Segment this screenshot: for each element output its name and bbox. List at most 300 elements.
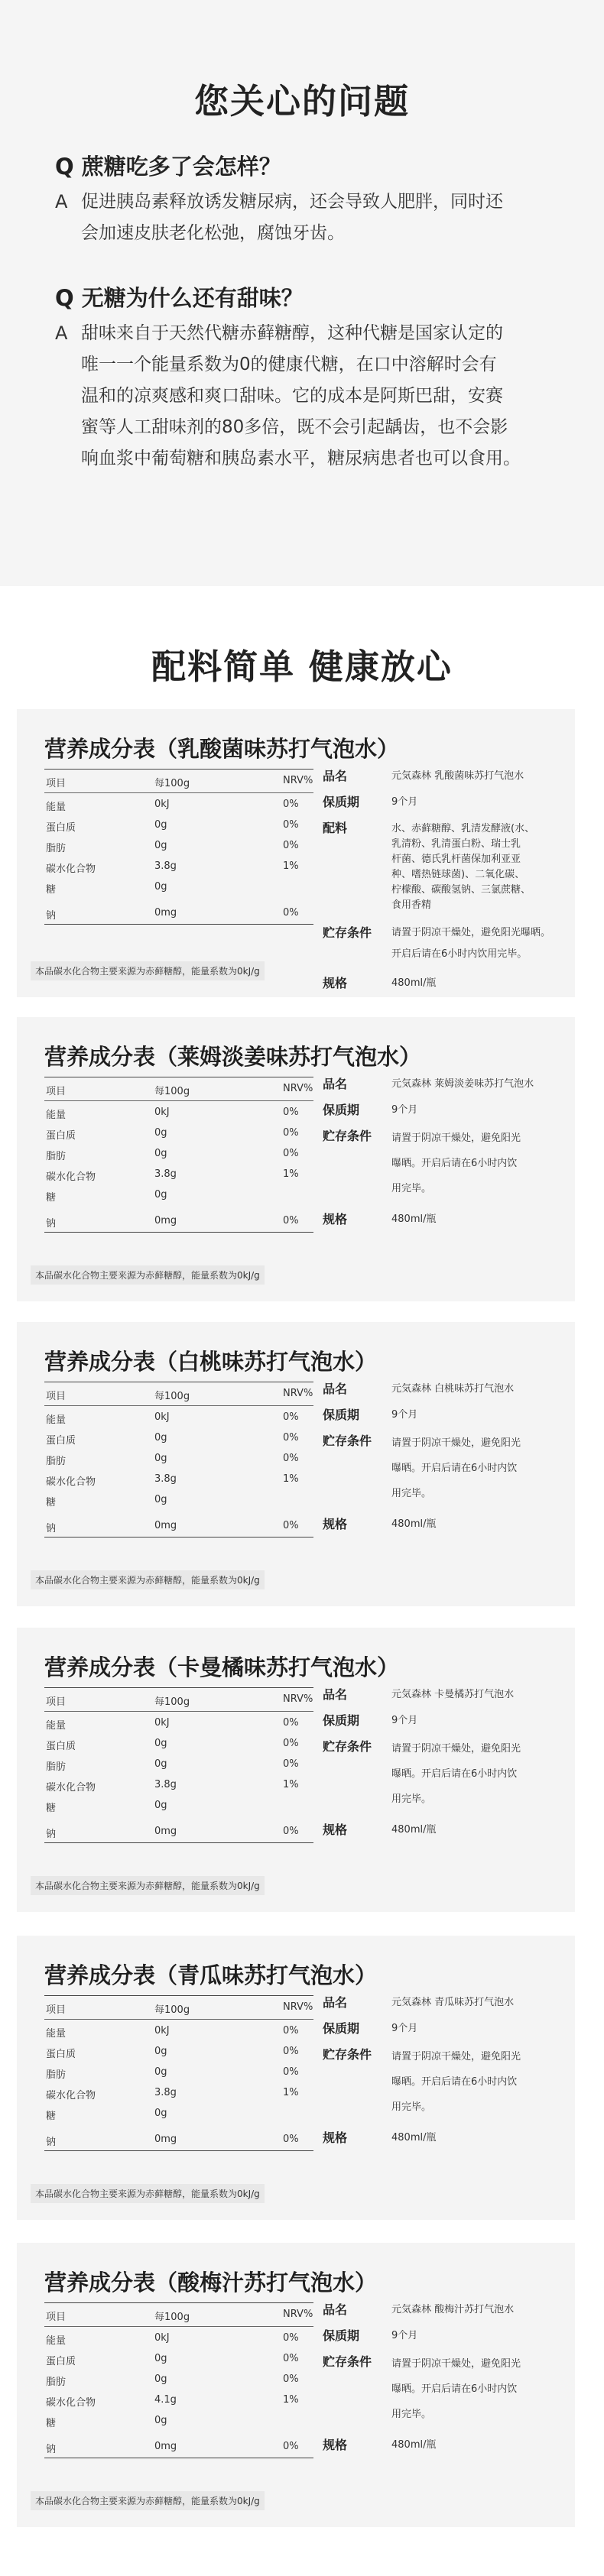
- table-row: [44, 1774, 313, 1794]
- info-label: 保质期: [323, 2021, 360, 2036]
- table-cell: 0kJ: [154, 2025, 170, 2036]
- info-value: 水、赤藓糖醇、乳清发酵液(水、: [391, 823, 535, 834]
- table-row: [44, 834, 313, 855]
- section-title: 配料简单 健康放心: [151, 646, 453, 687]
- info-value: 请置于阴凉干燥处，避免阳光: [391, 1437, 521, 1449]
- table-cell: 脂肪: [46, 2069, 67, 2081]
- info-value: 480ml/瓶: [391, 2132, 437, 2143]
- table-cell: 钠: [46, 2444, 57, 2455]
- table-row: [44, 1447, 313, 1468]
- answer-line: 促进胰岛素释放诱发糖尿病，还会导致人肥胖，同时还: [81, 192, 503, 212]
- table-cell: 4.1g: [154, 2394, 177, 2406]
- table-cell: 糖: [46, 1497, 57, 1508]
- table-row: [44, 2327, 313, 2348]
- info-value: 9个月: [391, 1104, 418, 1116]
- info-value: 9个月: [391, 2023, 418, 2034]
- info-label: 规格: [323, 2130, 348, 2145]
- table-header-cell: NRV%: [283, 1083, 313, 1094]
- info-value: 请置于阴凉干燥处，避免阳光: [391, 2051, 521, 2062]
- nutrition-card: [17, 709, 575, 997]
- info-label: 贮存条件: [323, 2047, 372, 2062]
- product-info: [323, 766, 567, 999]
- info-value: 元気森林 青瓜味苏打气泡水: [391, 1997, 515, 2008]
- table-header-cell: 项目: [46, 1391, 67, 1402]
- table-cell: 0mg: [154, 2441, 177, 2452]
- table-cell: 3.8g: [154, 1779, 177, 1790]
- table-row: [44, 2102, 313, 2123]
- table-cell: 能量: [46, 1110, 67, 1121]
- table-row: [44, 876, 313, 896]
- table-cell: 0g: [154, 1432, 167, 1444]
- info-value: 请置于阴凉干燥处，避免阳光: [391, 2358, 521, 2370]
- table-cell: 0mg: [154, 1520, 177, 1531]
- table-cell: 1%: [283, 1473, 299, 1485]
- table-cell: 脂肪: [46, 2377, 67, 2388]
- table-cell: 0%: [283, 1432, 299, 1444]
- table-header-cell: 项目: [46, 778, 67, 789]
- table-cell: 0%: [283, 2441, 299, 2452]
- table-cell: 蛋白质: [46, 822, 76, 834]
- info-label: 配料: [323, 821, 348, 835]
- table-header-cell: 每100g: [154, 1696, 190, 1708]
- table-row: [44, 1489, 313, 1509]
- table-header-cell: 项目: [46, 2312, 67, 2323]
- table-header-cell: NRV%: [283, 2001, 313, 2013]
- table-cell: 1%: [283, 2394, 299, 2406]
- table-row: [44, 2061, 313, 2082]
- table-header-cell: NRV%: [283, 1693, 313, 1705]
- answer-line: 响血浆中葡萄糖和胰岛素水平，糖尿病患者也可以食用。: [81, 449, 521, 468]
- info-row: [323, 2018, 567, 2040]
- table-cell: 0%: [283, 2332, 299, 2344]
- table-header-row: [44, 1382, 313, 1406]
- table-header-cell: NRV%: [283, 1388, 313, 1399]
- nutrition-table: [44, 1687, 313, 1843]
- table-cell: 0%: [283, 1758, 299, 1770]
- info-label: 保质期: [323, 1713, 360, 1728]
- info-label: 规格: [323, 976, 348, 990]
- table-cell: 0g: [154, 1494, 167, 1505]
- table-cell: 0%: [283, 1148, 299, 1159]
- faq-answer: [55, 318, 560, 475]
- info-row: [323, 1405, 567, 1426]
- info-row: [323, 1431, 567, 1506]
- table-cell: 能量: [46, 2028, 67, 2040]
- table-row: [44, 1468, 313, 1489]
- info-label: 保质期: [323, 795, 360, 809]
- info-row: [323, 2351, 567, 2427]
- nutrition-table: [44, 2302, 313, 2458]
- table-header-row: [44, 770, 313, 793]
- answer-mark: A: [55, 322, 68, 344]
- info-value: 请置于阴凉干燥处，避免阳光曝晒。: [391, 927, 551, 938]
- table-header-row: [44, 1688, 313, 1712]
- table-cell: 0g: [154, 819, 167, 831]
- info-value: 9个月: [391, 2330, 418, 2341]
- table-cell: 0kJ: [154, 1717, 170, 1729]
- table-cell: 0kJ: [154, 799, 170, 810]
- table-cell: 碳水化合物: [46, 1782, 96, 1793]
- info-value: 曝晒。开启后请在6小时内饮: [391, 1463, 518, 1474]
- table-row: [44, 1122, 313, 1142]
- info-label: 品名: [323, 1687, 348, 1702]
- product-info: [323, 1379, 567, 1540]
- table-row: [44, 1427, 313, 1447]
- table-row: [44, 1163, 313, 1184]
- table-cell: 0g: [154, 1738, 167, 1749]
- table-row: [44, 1815, 313, 1842]
- table-row: [44, 2389, 313, 2409]
- faq-section: [0, 0, 604, 586]
- answer-line: 蜜等人工甜味剂的80多倍，既不会引起龋齿，也不会影: [81, 417, 508, 437]
- table-cell: 0kJ: [154, 1411, 170, 1423]
- table-cell: 0%: [283, 1127, 299, 1139]
- info-value: 曝晒。开启后请在6小时内饮: [391, 2383, 518, 2395]
- table-header-cell: NRV%: [283, 2309, 313, 2320]
- table-cell: 1%: [283, 1779, 299, 1790]
- info-row: [323, 2435, 567, 2456]
- table-row: [44, 1509, 313, 1537]
- table-row: [44, 2123, 313, 2150]
- table-cell: 碳水化合物: [46, 1476, 96, 1488]
- info-value: 用完毕。: [391, 2409, 432, 2420]
- table-cell: 0mg: [154, 1826, 177, 1837]
- table-cell: 蛋白质: [46, 2356, 76, 2367]
- table-cell: 0g: [154, 1800, 167, 1811]
- table-cell: 0g: [154, 1758, 167, 1770]
- info-label: 贮存条件: [323, 1739, 372, 1754]
- product-info: [323, 2299, 567, 2461]
- table-row: [44, 896, 313, 924]
- table-cell: 0g: [154, 840, 167, 851]
- table-row: [44, 2020, 313, 2040]
- footnote: 本品碳水化合物主要来源为赤藓糖醇，能量系数为0kJ/g: [31, 1265, 265, 1285]
- info-value: 用完毕。: [391, 1488, 432, 1499]
- table-row: [44, 1732, 313, 1753]
- table-header-cell: 每100g: [154, 2004, 190, 2016]
- footnote: 本品碳水化合物主要来源为赤藓糖醇，能量系数为0kJ/g: [31, 2491, 265, 2510]
- card-title: 营养成分表（乳酸菌味苏打气泡水）: [44, 736, 400, 762]
- table-cell: 蛋白质: [46, 1130, 76, 1142]
- info-row: [323, 792, 567, 813]
- table-cell: 脂肪: [46, 1456, 67, 1467]
- info-label: 品名: [323, 1077, 348, 1091]
- info-value: 元気森林 乳酸菌味苏打气泡水: [391, 770, 524, 782]
- table-cell: 钠: [46, 1829, 57, 1840]
- table-cell: 脂肪: [46, 1151, 67, 1162]
- table-header-row: [44, 1996, 313, 2020]
- footnote: 本品碳水化合物主要来源为赤藓糖醇，能量系数为0kJ/g: [31, 1876, 265, 1895]
- table-cell: 脂肪: [46, 843, 67, 854]
- table-cell: 0%: [283, 2046, 299, 2057]
- info-row: [323, 1514, 567, 1535]
- table-cell: 0g: [154, 2046, 167, 2057]
- table-cell: 钠: [46, 1218, 57, 1230]
- footnote: 本品碳水化合物主要来源为赤藓糖醇，能量系数为0kJ/g: [31, 961, 265, 980]
- table-row: [44, 1712, 313, 1732]
- table-cell: 脂肪: [46, 1761, 67, 1773]
- info-value: 开启后请在6小时内饮用完毕。: [391, 948, 528, 960]
- info-value: 柠檬酸、碳酸氢钠、三氯蔗糖、: [391, 884, 531, 896]
- info-value: 曝晒。开启后请在6小时内饮: [391, 1768, 518, 1780]
- table-cell: 1%: [283, 2087, 299, 2098]
- table-header-cell: 每100g: [154, 2312, 190, 2323]
- table-header-row: [44, 2303, 313, 2327]
- table-cell: 0g: [154, 2108, 167, 2119]
- table-cell: 碳水化合物: [46, 1171, 96, 1183]
- info-label: 保质期: [323, 1408, 360, 1422]
- nutrition-table: [44, 1995, 313, 2151]
- info-row: [323, 2044, 567, 2120]
- info-value: 元気森林 白桃味苏打气泡水: [391, 1383, 515, 1395]
- card-title: 营养成分表（卡曼橘味苏打气泡水）: [44, 1654, 400, 1680]
- footnote: 本品碳水化合物主要来源为赤藓糖醇，能量系数为0kJ/g: [31, 1570, 265, 1589]
- info-row: [323, 1736, 567, 1812]
- info-value: 元気森林 莱姆淡姜味苏打气泡水: [391, 1078, 534, 1090]
- table-cell: 0g: [154, 881, 167, 893]
- table-row: [44, 1101, 313, 1122]
- table-cell: 1%: [283, 860, 299, 872]
- table-header-cell: NRV%: [283, 775, 313, 786]
- table-cell: 0g: [154, 1127, 167, 1139]
- table-cell: 0mg: [154, 907, 177, 919]
- table-cell: 钠: [46, 910, 57, 922]
- table-cell: 0g: [154, 2373, 167, 2385]
- table-cell: 0g: [154, 2066, 167, 2078]
- table-cell: 碳水化合物: [46, 2397, 96, 2409]
- table-row: [44, 1142, 313, 1163]
- info-value: 用完毕。: [391, 1793, 432, 1805]
- info-row: [323, 766, 567, 787]
- card-title: 营养成分表（白桃味苏打气泡水）: [44, 1349, 378, 1375]
- info-value: 480ml/瓶: [391, 977, 437, 989]
- table-header-cell: 每100g: [154, 778, 190, 789]
- table-row: [44, 2040, 313, 2061]
- table-cell: 0g: [154, 2415, 167, 2426]
- info-value: 曝晒。开启后请在6小时内饮: [391, 2076, 518, 2088]
- table-row: [44, 2082, 313, 2102]
- info-row: [323, 1379, 567, 1400]
- info-row: [323, 1710, 567, 1732]
- table-cell: 蛋白质: [46, 2049, 76, 2060]
- table-cell: 0%: [283, 840, 299, 851]
- table-cell: 糖: [46, 1803, 57, 1814]
- info-value: 杆菌、德氏乳杆菌保加利亚亚: [391, 854, 521, 865]
- table-cell: 0g: [154, 1189, 167, 1201]
- nutrition-table: [44, 769, 313, 925]
- nutrition-card: [17, 2243, 575, 2527]
- table-cell: 0%: [283, 2353, 299, 2364]
- table-cell: 碳水化合物: [46, 2090, 96, 2101]
- table-header-cell: 项目: [46, 1696, 67, 1708]
- info-row: [323, 2127, 567, 2149]
- table-cell: 0%: [283, 907, 299, 919]
- table-row: [44, 1184, 313, 1204]
- table-cell: 蛋白质: [46, 1435, 76, 1447]
- table-cell: 0g: [154, 1148, 167, 1159]
- info-label: 品名: [323, 769, 348, 783]
- info-label: 贮存条件: [323, 925, 372, 940]
- faq-item: [55, 151, 560, 249]
- faq-answer: [55, 186, 560, 249]
- info-label: 贮存条件: [323, 1434, 372, 1448]
- info-label: 规格: [323, 1517, 348, 1531]
- table-header-cell: 项目: [46, 1086, 67, 1097]
- info-row: [323, 1209, 567, 1230]
- table-header-row: [44, 1077, 313, 1101]
- info-label: 规格: [323, 1823, 348, 1837]
- table-cell: 0%: [283, 1738, 299, 1749]
- info-label: 保质期: [323, 2328, 360, 2343]
- answer-line: 会加速皮肤老化松弛，腐蚀牙齿。: [81, 223, 345, 243]
- table-cell: 0%: [283, 1826, 299, 1837]
- faq-item: [55, 283, 560, 475]
- nutrition-card: [17, 1628, 575, 1912]
- info-value: 曝晒。开启后请在6小时内饮: [391, 1158, 518, 1169]
- faq-question: Q 蔗糖吃多了会怎样？: [55, 154, 281, 180]
- table-cell: 3.8g: [154, 2087, 177, 2098]
- info-label: 品名: [323, 2302, 348, 2317]
- nutrition-card: [17, 1936, 575, 2220]
- faq-question: Q 无糖为什么还有甜味？: [55, 285, 304, 311]
- info-value: 480ml/瓶: [391, 1213, 437, 1225]
- info-value: 480ml/瓶: [391, 1518, 437, 1530]
- info-label: 品名: [323, 1382, 348, 1396]
- info-value: 元気森林 卡曼橘苏打气泡水: [391, 1689, 515, 1700]
- footnote: 本品碳水化合物主要来源为赤藓糖醇，能量系数为0kJ/g: [31, 2184, 265, 2203]
- product-info: [323, 1684, 567, 1845]
- info-value: 480ml/瓶: [391, 1824, 437, 1836]
- table-cell: 能量: [46, 1720, 67, 1732]
- table-row: [44, 1753, 313, 1774]
- table-header-cell: 项目: [46, 2004, 67, 2016]
- table-cell: 能量: [46, 1414, 67, 1426]
- table-cell: 糖: [46, 2111, 57, 2122]
- table-cell: 0%: [283, 799, 299, 810]
- info-value: 元気森林 酸梅汁苏打气泡水: [391, 2304, 515, 2315]
- info-row: [323, 2299, 567, 2321]
- info-row: [323, 1100, 567, 1121]
- info-label: 规格: [323, 2438, 348, 2452]
- faq-title: 您关心的问题: [193, 81, 410, 122]
- card-title: 营养成分表（青瓜味苏打气泡水）: [44, 1962, 378, 1988]
- table-cell: 0g: [154, 1453, 167, 1464]
- table-row: [44, 1406, 313, 1427]
- info-value: 用完毕。: [391, 1183, 432, 1194]
- nutrition-card: [17, 1322, 575, 1606]
- table-cell: 0%: [283, 2373, 299, 2385]
- table-cell: 糖: [46, 884, 57, 896]
- nutrition-card: [17, 1017, 575, 1301]
- info-value: 9个月: [391, 1715, 418, 1726]
- table-cell: 0mg: [154, 2134, 177, 2145]
- card-title: 营养成分表（莱姆淡姜味苏打气泡水）: [44, 1044, 422, 1070]
- nutrition-table: [44, 1077, 313, 1233]
- table-cell: 糖: [46, 1192, 57, 1204]
- table-cell: 0kJ: [154, 1107, 170, 1118]
- answer-line: 温和的凉爽感和爽口甜味。它的成本是阿斯巴甜，安赛: [81, 386, 503, 406]
- table-cell: 3.8g: [154, 1473, 177, 1485]
- info-row: [323, 1074, 567, 1095]
- table-row: [44, 814, 313, 834]
- answer-line: 唯一一个能量系数为0的健康代糖，在口中溶解时会有: [81, 355, 497, 374]
- table-row: [44, 855, 313, 876]
- answer-mark: A: [55, 191, 68, 212]
- info-value: 种、嗜热链球菌)、二氧化碳、: [391, 869, 525, 880]
- table-cell: 0mg: [154, 1215, 177, 1226]
- table-cell: 0%: [283, 1411, 299, 1423]
- info-row: [323, 818, 567, 913]
- table-row: [44, 2409, 313, 2430]
- info-value: 用完毕。: [391, 2101, 432, 2113]
- table-row: [44, 2348, 313, 2368]
- product-info: [323, 1074, 567, 1235]
- table-header-cell: 每100g: [154, 1086, 190, 1097]
- table-cell: 0%: [283, 2025, 299, 2036]
- table-header-cell: 每100g: [154, 1391, 190, 1402]
- table-cell: 0%: [283, 2134, 299, 2145]
- table-cell: 3.8g: [154, 1168, 177, 1180]
- product-info: [323, 1992, 567, 2153]
- info-label: 规格: [323, 1212, 348, 1226]
- info-value: 480ml/瓶: [391, 2439, 437, 2451]
- info-value: 请置于阴凉干燥处，避免阳光: [391, 1743, 521, 1755]
- info-value: 9个月: [391, 1409, 418, 1421]
- answer-line: 甜味来自于天然代糖赤藓糖醇，这种代糖是国家认定的: [81, 323, 503, 343]
- table-cell: 0%: [283, 1107, 299, 1118]
- table-cell: 3.8g: [154, 860, 177, 872]
- info-row: [323, 1684, 567, 1706]
- info-label: 品名: [323, 1995, 348, 2010]
- table-cell: 蛋白质: [46, 1741, 76, 1752]
- info-value: 9个月: [391, 796, 418, 808]
- info-label: 保质期: [323, 1103, 360, 1117]
- table-cell: 0kJ: [154, 2332, 170, 2344]
- table-cell: 0%: [283, 1717, 299, 1729]
- table-cell: 碳水化合物: [46, 864, 96, 875]
- info-row: [323, 922, 567, 965]
- info-value: 请置于阴凉干燥处，避免阳光: [391, 1132, 521, 1144]
- table-row: [44, 2430, 313, 2458]
- info-row: [323, 1992, 567, 2014]
- table-cell: 1%: [283, 1168, 299, 1180]
- table-row: [44, 1794, 313, 1815]
- table-cell: 0%: [283, 2066, 299, 2078]
- table-cell: 糖: [46, 2418, 57, 2429]
- card-title: 营养成分表（酸梅汁苏打气泡水）: [44, 2270, 378, 2296]
- table-cell: 0g: [154, 2353, 167, 2364]
- table-row: [44, 2368, 313, 2389]
- table-cell: 0%: [283, 1453, 299, 1464]
- info-row: [323, 1126, 567, 1201]
- info-row: [323, 973, 567, 994]
- info-label: 贮存条件: [323, 2354, 372, 2369]
- info-row: [323, 2325, 567, 2347]
- table-cell: 能量: [46, 802, 67, 813]
- info-row: [323, 1819, 567, 1841]
- table-cell: 钠: [46, 2137, 57, 2148]
- info-value: 食用香精: [391, 899, 432, 911]
- table-cell: 0%: [283, 819, 299, 831]
- nutrition-table: [44, 1382, 313, 1537]
- table-cell: 钠: [46, 1523, 57, 1534]
- info-label: 贮存条件: [323, 1129, 372, 1143]
- info-value: 乳清粉、乳清蛋白粉、瑞士乳: [391, 838, 521, 850]
- table-row: [44, 793, 313, 814]
- table-cell: 0%: [283, 1520, 299, 1531]
- table-cell: 0%: [283, 1215, 299, 1226]
- table-cell: 能量: [46, 2335, 67, 2347]
